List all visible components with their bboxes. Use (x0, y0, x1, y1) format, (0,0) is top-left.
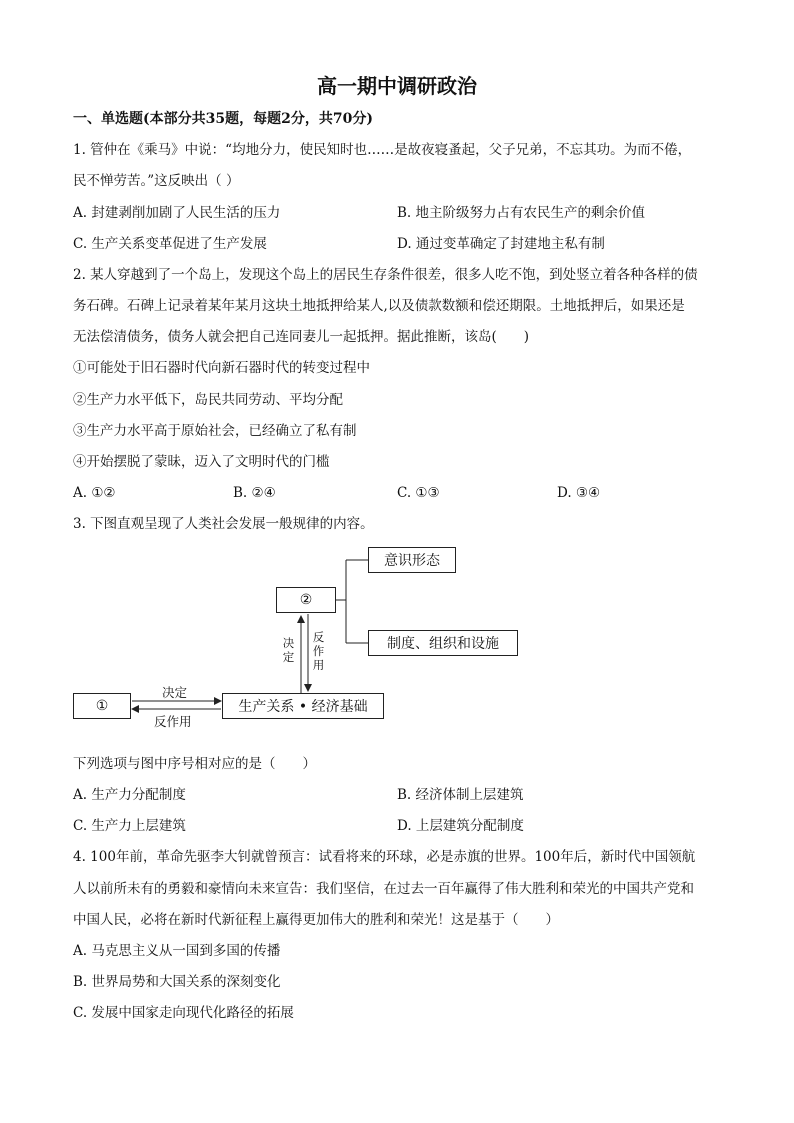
q4-option-b: B. 世界局势和大国关系的深刻变化 (73, 974, 281, 990)
label-decide-vertical: 决定 (282, 636, 295, 664)
q3-option-a: A. 生产力分配制度 (73, 787, 186, 803)
q4-stem-line3: 中国人民，必将在新时代新征程上赢得更加伟大的胜利和荣光！这是基于（ ） (73, 912, 559, 928)
q3-stem: 3. 下图直观呈现了人类社会发展一般规律的内容。 (73, 516, 374, 532)
q1-stem-line2: 民不惮劳苦。”这反映出（ ） (73, 173, 240, 189)
q2-stem-line1: 2. 某人穿越到了一个岛上，发现这个岛上的居民生存条件很差，很多人吃不饱，到处竖立着各种各样的债 (73, 267, 698, 283)
section-heading: 一、单选题(本部分共35题，每题2分，共70分) (73, 111, 373, 127)
label-react-horizontal: 反作用 (154, 714, 192, 729)
q3-option-c: C. 生产力上层建筑 (73, 818, 186, 834)
q1-stem-line1: 1. 管仲在《乘马》中说：“均地分力，使民知时也……是故夜寝蚤起，父子兄弟，不忘其功。为而不倦， (73, 142, 692, 158)
economic-base-box: 生产关系 • 经济基础 (222, 693, 384, 719)
label-react-vertical: 反作用 (312, 630, 325, 672)
q4-stem-line1: 4. 100年前，革命先驱李大钊就曾预言：试看将来的环球，必是赤旗的世界。100年后，新时代中国领航 (73, 849, 696, 865)
q2-option-a: A. ①② (73, 485, 116, 501)
page-title: 高一期中调研政治 (317, 74, 477, 98)
number-2-box: ② (276, 587, 336, 613)
q2-stem-line3: 无法偿清债务，债务人就会把自己连同妻儿一起抵押。据此推断，该岛( ) (73, 329, 530, 345)
number-1-box: ① (73, 693, 131, 719)
q1-option-a: A. 封建剥削加剧了人民生活的压力 (73, 205, 281, 221)
q2-statement-1: ①可能处于旧石器时代向新石器时代的转变过程中 (73, 360, 370, 376)
q2-statement-4: ④开始摆脱了蒙昧，迈入了文明时代的门槛 (73, 454, 330, 470)
q3-question: 下列选项与图中序号相对应的是（ ） (73, 756, 316, 772)
q1-option-b: B. 地主阶级努力占有农民生产的剩余价值 (397, 205, 646, 221)
q1-option-c: C. 生产关系变革促进了生产发展 (73, 236, 267, 252)
q2-option-c: C. ①③ (397, 485, 440, 501)
q2-stem-line2: 务石碑。石碑上记录着某年某月这块土地抵押给某人,以及债款数额和偿还期限。土地抵押后，如果还是 (73, 298, 685, 314)
q4-stem-line2: 人以前所未有的勇毅和豪情向未来宣告：我们坚信，在过去一百年赢得了伟大胜利和荣光的中国共产党和 (73, 881, 694, 897)
q2-statement-2: ②生产力水平低下，岛民共同劳动、平均分配 (73, 392, 343, 408)
q2-option-b: B. ②④ (233, 485, 276, 501)
q1-option-d: D. 通过变革确定了封建地主私有制 (397, 236, 605, 252)
q2-option-d: D. ③④ (557, 485, 601, 501)
q3-option-b: B. 经济体制上层建筑 (397, 787, 524, 803)
q2-statement-3: ③生产力水平高于原始社会，已经确立了私有制 (73, 423, 357, 439)
q4-option-a: A. 马克思主义从一国到多国的传播 (73, 943, 281, 959)
q4-option-c: C. 发展中国家走向现代化路径的拓展 (73, 1005, 294, 1021)
ideology-box: 意识形态 (368, 547, 456, 573)
q3-option-d: D. 上层建筑分配制度 (397, 818, 524, 834)
institutions-box: 制度、组织和设施 (368, 630, 518, 656)
label-decide-horizontal: 决定 (162, 685, 188, 700)
